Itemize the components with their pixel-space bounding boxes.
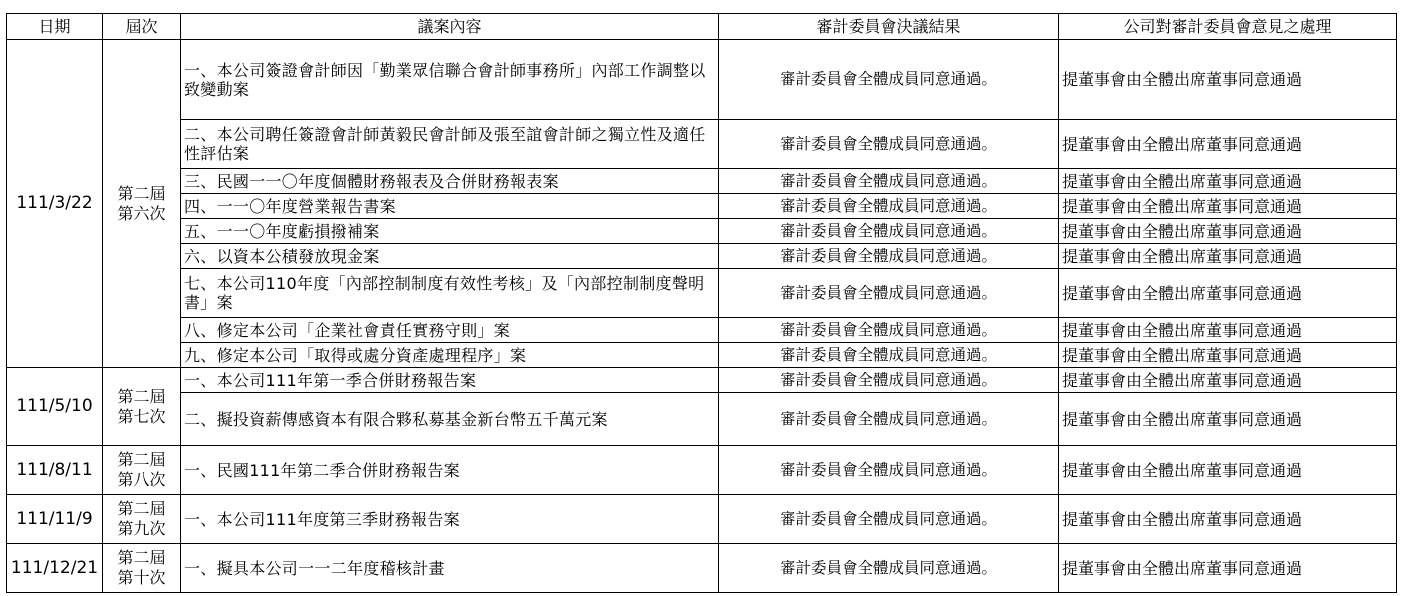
table-row bbox=[7, 120, 1397, 169]
company-action: 提董事會由全體出席董事同意通過 bbox=[1059, 169, 1397, 194]
agenda-topic: 一、民國111年第二季合併財務報告案 bbox=[181, 446, 719, 495]
table-row bbox=[7, 446, 1397, 495]
company-action: 提董事會由全體出席董事同意通過 bbox=[1059, 495, 1397, 544]
committee-result: 審計委員會全體成員同意通過。 bbox=[719, 393, 1059, 446]
company-action: 提董事會由全體出席董事同意通過 bbox=[1059, 40, 1397, 120]
committee-result: 審計委員會全體成員同意通過。 bbox=[719, 219, 1059, 244]
header-date: 日期 bbox=[7, 14, 103, 40]
table-row bbox=[7, 318, 1397, 343]
table-row bbox=[7, 244, 1397, 269]
agenda-topic: 六、以資本公積發放現金案 bbox=[181, 244, 719, 269]
committee-result: 審計委員會全體成員同意通過。 bbox=[719, 495, 1059, 544]
company-action: 提董事會由全體出席董事同意通過 bbox=[1059, 446, 1397, 495]
company-action: 提董事會由全體出席董事同意通過 bbox=[1059, 120, 1397, 169]
meeting-session: 第二屆 第六次 bbox=[103, 40, 181, 368]
committee-result: 審計委員會全體成員同意通過。 bbox=[719, 169, 1059, 194]
agenda-topic: 二、擬投資薪傳感資本有限合夥私募基金新台幣五千萬元案 bbox=[181, 393, 719, 446]
agenda-topic: 五、一一〇年度虧損撥補案 bbox=[181, 219, 719, 244]
meeting-date: 111/11/9 bbox=[7, 495, 103, 544]
agenda-topic: 一、擬具本公司一一二年度稽核計畫 bbox=[181, 544, 719, 593]
committee-result: 審計委員會全體成員同意通過。 bbox=[719, 194, 1059, 219]
table-row bbox=[7, 269, 1397, 318]
agenda-topic: 四、一一〇年度營業報告書案 bbox=[181, 194, 719, 219]
agenda-topic: 二、本公司聘任簽證會計師黃毅民會計師及張至誼會計師之獨立性及適任性評估案 bbox=[181, 120, 719, 169]
table-row bbox=[7, 169, 1397, 194]
company-action: 提董事會由全體出席董事同意通過 bbox=[1059, 393, 1397, 446]
header-row bbox=[7, 14, 1397, 40]
agenda-topic: 七、本公司110年度「內部控制制度有效性考核」及「內部控制制度聲明書」案 bbox=[181, 269, 719, 318]
committee-result: 審計委員會全體成員同意通過。 bbox=[719, 368, 1059, 393]
header-action: 公司對審計委員會意見之處理 bbox=[1059, 14, 1397, 40]
committee-result: 審計委員會全體成員同意通過。 bbox=[719, 544, 1059, 593]
table-row bbox=[7, 544, 1397, 593]
header-topic: 議案內容 bbox=[181, 14, 719, 40]
meeting-session: 第二屆 第八次 bbox=[103, 446, 181, 495]
meeting-date: 111/12/21 bbox=[7, 544, 103, 593]
company-action: 提董事會由全體出席董事同意通過 bbox=[1059, 244, 1397, 269]
meeting-session: 第二屆 第九次 bbox=[103, 495, 181, 544]
company-action: 提董事會由全體出席董事同意通過 bbox=[1059, 219, 1397, 244]
agenda-topic: 一、本公司111年第一季合併財務報告案 bbox=[181, 368, 719, 393]
agenda-topic: 一、本公司簽證會計師因「勤業眾信聯合會計師事務所」內部工作調整以致變動案 bbox=[181, 40, 719, 120]
company-action: 提董事會由全體出席董事同意通過 bbox=[1059, 269, 1397, 318]
meeting-date: 111/8/11 bbox=[7, 446, 103, 495]
company-action: 提董事會由全體出席董事同意通過 bbox=[1059, 194, 1397, 219]
table-body bbox=[7, 40, 1397, 593]
agenda-topic: 八、修定本公司「企業社會責任實務守則」案 bbox=[181, 318, 719, 343]
company-action: 提董事會由全體出席董事同意通過 bbox=[1059, 343, 1397, 368]
table-row bbox=[7, 393, 1397, 446]
committee-result: 審計委員會全體成員同意通過。 bbox=[719, 318, 1059, 343]
committee-result: 審計委員會全體成員同意通過。 bbox=[719, 343, 1059, 368]
meeting-date: 111/5/10 bbox=[7, 368, 103, 446]
meeting-session: 第二屆 第十次 bbox=[103, 544, 181, 593]
table-row bbox=[7, 343, 1397, 368]
meeting-session: 第二屆 第七次 bbox=[103, 368, 181, 446]
agenda-topic: 三、民國一一〇年度個體財務報表及合併財務報表案 bbox=[181, 169, 719, 194]
table-row bbox=[7, 495, 1397, 544]
company-action: 提董事會由全體出席董事同意通過 bbox=[1059, 368, 1397, 393]
agenda-topic: 九、修定本公司「取得或處分資產處理程序」案 bbox=[181, 343, 719, 368]
header-result: 審計委員會決議結果 bbox=[719, 14, 1059, 40]
committee-result: 審計委員會全體成員同意通過。 bbox=[719, 40, 1059, 120]
company-action: 提董事會由全體出席董事同意通過 bbox=[1059, 544, 1397, 593]
table-row bbox=[7, 368, 1397, 393]
committee-result: 審計委員會全體成員同意通過。 bbox=[719, 120, 1059, 169]
company-action: 提董事會由全體出席董事同意通過 bbox=[1059, 318, 1397, 343]
audit-committee-table bbox=[6, 13, 1397, 593]
agenda-topic: 一、本公司111年度第三季財務報告案 bbox=[181, 495, 719, 544]
meeting-date: 111/3/22 bbox=[7, 40, 103, 368]
committee-result: 審計委員會全體成員同意通過。 bbox=[719, 244, 1059, 269]
table-row bbox=[7, 194, 1397, 219]
header-session: 屆次 bbox=[103, 14, 181, 40]
table-row bbox=[7, 40, 1397, 120]
committee-result: 審計委員會全體成員同意通過。 bbox=[719, 446, 1059, 495]
committee-result: 審計委員會全體成員同意通過。 bbox=[719, 269, 1059, 318]
table-row bbox=[7, 219, 1397, 244]
